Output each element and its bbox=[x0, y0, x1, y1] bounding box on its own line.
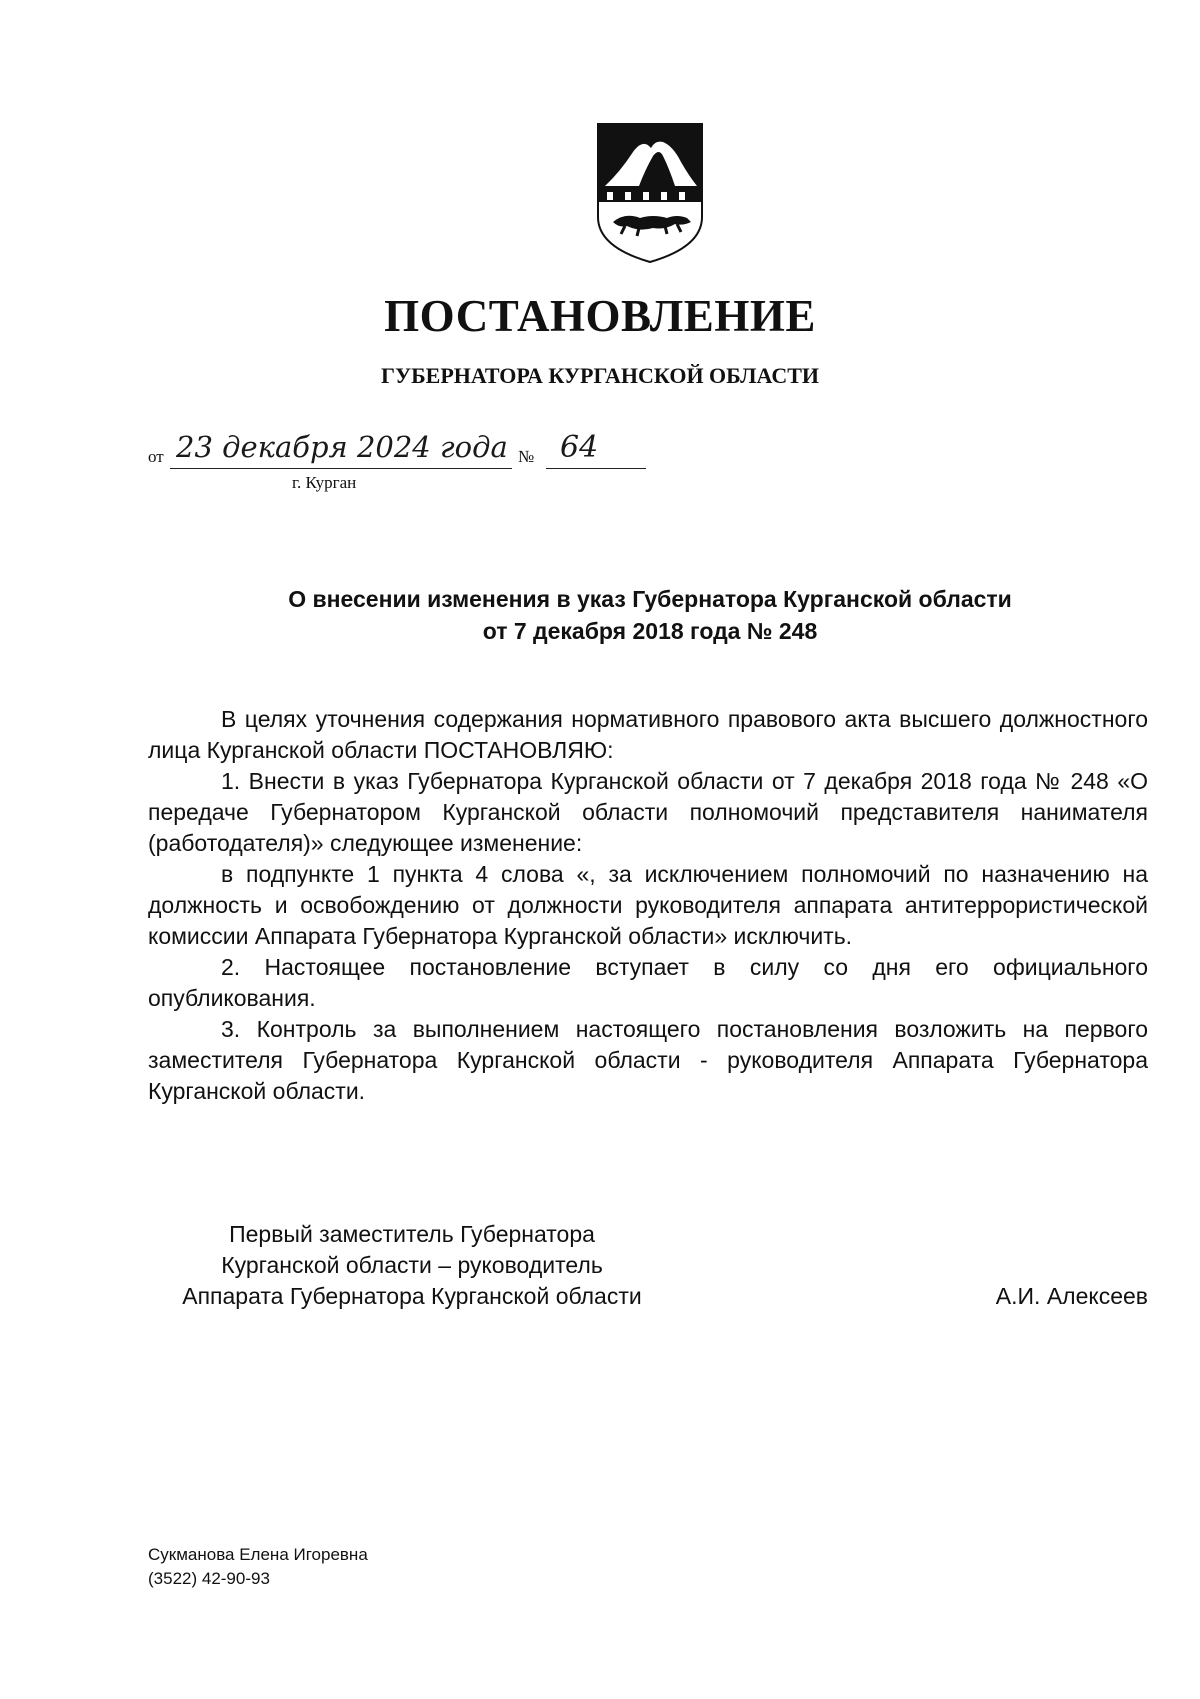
number-underline bbox=[546, 468, 646, 469]
subject-line-1: О внесении изменения в указ Губернатора Курганской области bbox=[288, 586, 1012, 612]
document-subtitle: ГУБЕРНАТОРА КУРГАНСКОЙ ОБЛАСТИ bbox=[380, 363, 820, 388]
date-from-label: от bbox=[148, 447, 164, 466]
body-paragraph-item-1: 1. Внести в указ Губернатора Курганской области от 7 декабря 2018 года № 248 «О передаче Губернатором Курганской области полномочий представителя нанимателя (работодателя)» следующее изменение: bbox=[148, 768, 1148, 856]
subject-line-2: от 7 декабря 2018 года № 248 bbox=[482, 618, 818, 644]
signatory-title-line-1: Первый заместитель Губернатора bbox=[229, 1221, 595, 1247]
signatory-title-line-2: Курганской области – руководитель bbox=[221, 1252, 603, 1278]
coat-of-arms-emblem bbox=[595, 122, 705, 264]
executor-phone: (3522) 42-90-93 bbox=[148, 1569, 270, 1588]
document-subject bbox=[140, 583, 1160, 647]
body-paragraph-amendment: в подпункте 1 пункта 4 слова «, за исключением полномочий по назначению на должность и освобождению от должности руководителя аппарата антитеррористической комиссии Аппарата Губернатора Курганской области» исключить. bbox=[148, 861, 1148, 949]
signatory-title-line-3: Аппарата Губернатора Курганской области bbox=[182, 1283, 642, 1309]
body-paragraph-preamble: В целях уточнения содержания нормативного правового акта высшего должностного лица Курганской области ПОСТАНОВЛЯЮ: bbox=[148, 706, 1148, 763]
handwritten-date: 23 декабря 2024 года bbox=[176, 430, 508, 464]
signatory-name: А.И. Алексеев bbox=[995, 1283, 1148, 1309]
document-body bbox=[148, 704, 1148, 1107]
executor-name: Сукманова Елена Игоревна bbox=[148, 1545, 368, 1564]
number-label: № bbox=[518, 447, 535, 466]
body-paragraph-item-2: 2. Настоящее постановление вступает в силу со дня его официального опубликования. bbox=[148, 954, 1148, 1011]
body-paragraph-item-3: 3. Контроль за выполнением настоящего постановления возложить на первого заместителя Губернатора Курганской области - руководителя Аппарата Губернатора Курганской области. bbox=[148, 1016, 1148, 1104]
signatory-title bbox=[148, 1219, 676, 1312]
place-label: г. Курган bbox=[292, 473, 357, 492]
date-underline bbox=[170, 468, 512, 469]
document-title: ПОСТАНОВЛЕНИЕ bbox=[384, 291, 816, 341]
handwritten-number: 64 bbox=[560, 430, 599, 465]
executor-block bbox=[148, 1543, 368, 1591]
